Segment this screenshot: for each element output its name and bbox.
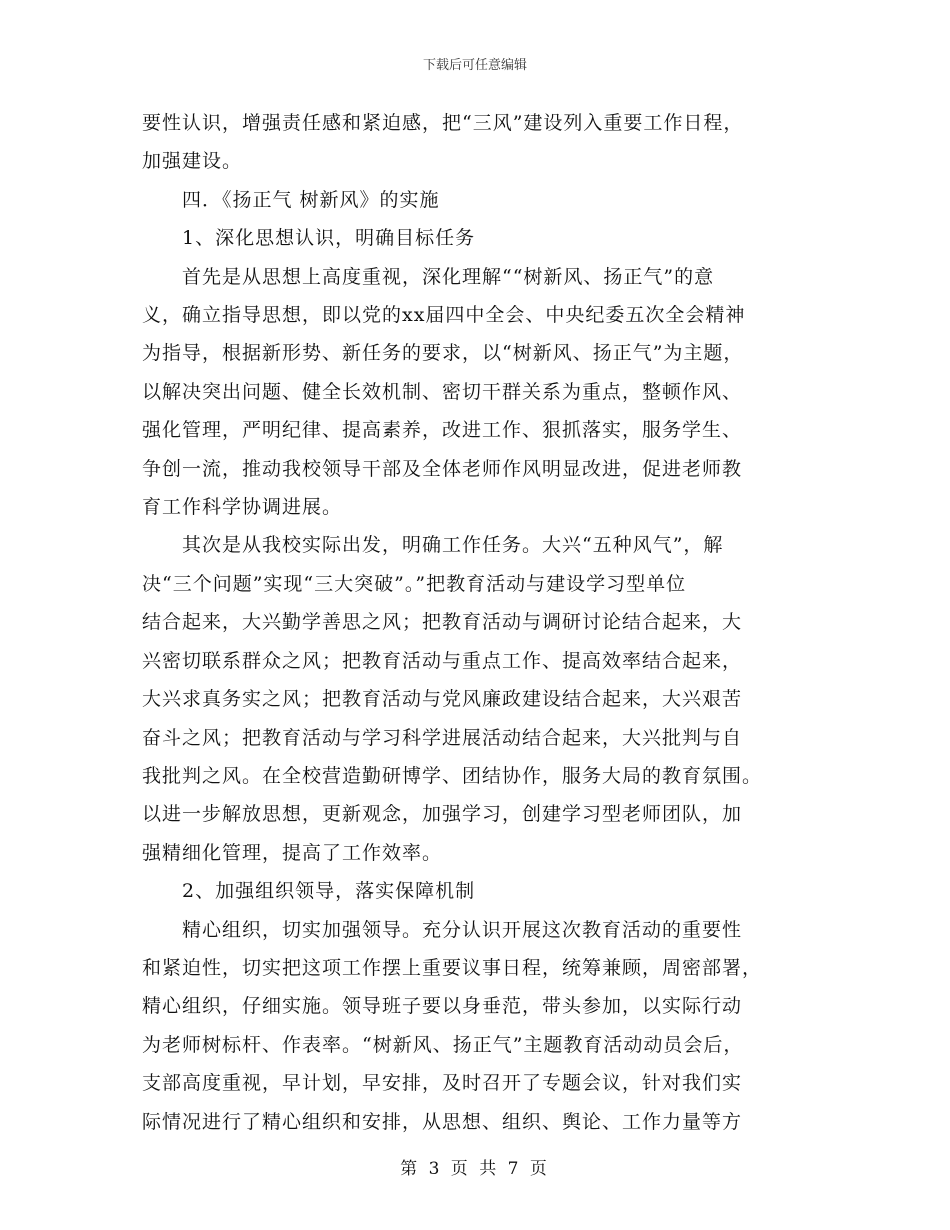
text-line: 结合起来，大兴勤学善思之风；把教育活动与调研讨论结合起来，大 <box>142 611 743 634</box>
subsection-heading: 2、加强组织领导，落实保障机制 <box>142 880 476 903</box>
subsection-heading: 1、深化思想认识，明确目标任务 <box>142 227 476 250</box>
text-line: 大兴求真务实之风；把教育活动与党风廉政建设结合起来，大兴艰苦 <box>142 688 743 711</box>
text-line: 为指导，根据新形势、新任务的要求，以“树新风、扬正气”为主题， <box>142 342 744 365</box>
text-line: 加强建设。 <box>142 150 243 173</box>
text-line: 为老师树标杆、作表率。“树新风、扬正气”主题教育活动动员会后， <box>142 1033 744 1056</box>
text-line: 决“三个问题”实现“三大突破”。”把教育活动与建设学习型单位 <box>142 572 687 595</box>
page-number: 第 3 页 共 7 页 <box>400 1159 550 1179</box>
text-line: 我批判之风。在全校营造勤研博学、团结协作，服务大局的教育氛围。 <box>142 764 763 787</box>
text-line: 和紧迫性，切实把这项工作摆上重要议事日程，统筹兼顾，周密部署， <box>142 956 763 979</box>
text-line: 以进一步解放思想，更新观念，加强学习，创建学习型老师团队，加 <box>142 803 743 826</box>
text-line: 以解决突出问题、健全长效机制、密切干群关系为重点，整顿作风、 <box>142 380 743 403</box>
page-header-note: 下载后可任意编辑 <box>422 58 527 73</box>
text-line: 奋斗之风；把教育活动与学习科学进展活动结合起来，大兴批判与自 <box>142 726 743 749</box>
text-line: 精心组织，切实加强领导。充分认识开展这次教育活动的重要性 <box>142 918 743 941</box>
text-line: 际情况进行了精心组织和安排，从思想、组织、舆论、工作力量等方 <box>142 1110 743 1133</box>
text-line: 育工作科学协调进展。 <box>142 496 343 519</box>
section-heading: 四．《扬正气 树新风》的实施 <box>142 188 440 211</box>
text-line: 其次是从我校实际出发，明确工作任务。大兴“五种风气”，解 <box>142 534 724 557</box>
text-line: 强精细化管理，提高了工作效率。 <box>142 841 443 864</box>
text-line: 义，确立指导思想，即以党的xx届四中全会、中央纪委五次全会精神 <box>142 304 746 327</box>
text-line: 强化管理，严明纪律、提高素养，改进工作、狠抓落实，服务学生、 <box>142 419 743 442</box>
document-body <box>142 104 814 1141</box>
text-line: 精心组织，仔细实施。领导班子要以身垂范，带头参加，以实际行动 <box>142 995 743 1018</box>
text-line: 要性认识，增强责任感和紧迫感，把“三风”建设列入重要工作日程， <box>142 112 744 134</box>
text-line: 争创一流，推动我校领导干部及全体老师作风明显改进，促进老师教 <box>142 457 743 480</box>
text-line: 首先是从思想上高度重视，深化理解““树新风、扬正气”的意 <box>142 265 715 288</box>
text-line: 支部高度重视，早计划，早安排，及时召开了专题会议，针对我们实 <box>142 1072 743 1095</box>
text-line: 兴密切联系群众之风；把教育活动与重点工作、提高效率结合起来， <box>142 649 743 672</box>
